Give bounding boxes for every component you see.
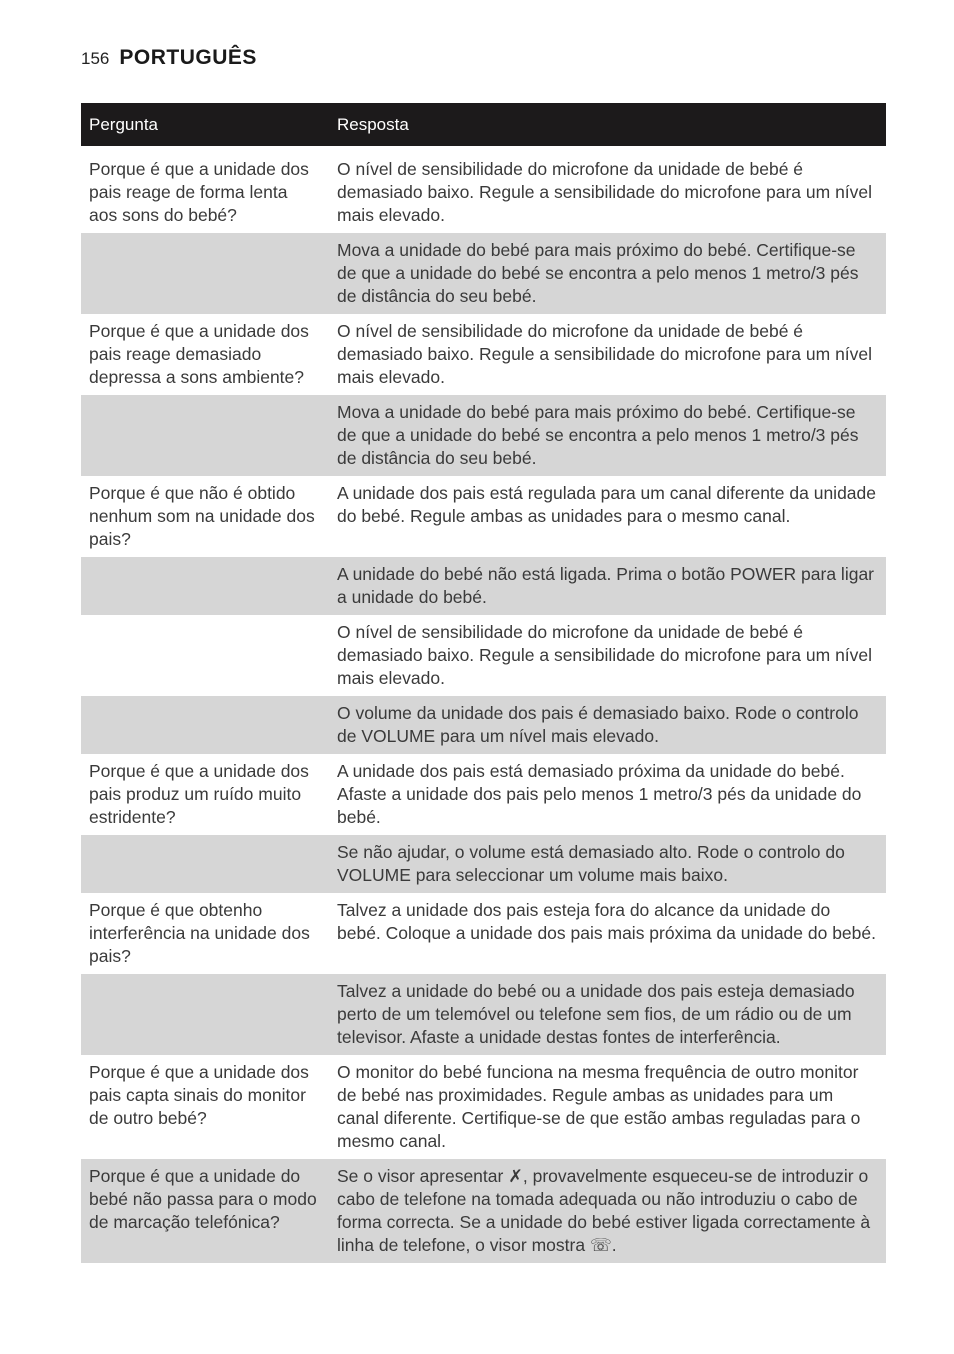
question-cell: Porque é que obtenho interferência na unidade dos pais? xyxy=(81,893,329,974)
question-cell: Porque é que a unidade dos pais reage demasiado depressa a sons ambiente? xyxy=(81,314,329,395)
column-header-answer: Resposta xyxy=(329,103,886,146)
table-row xyxy=(81,557,886,615)
page-number: 156 xyxy=(81,49,110,68)
answer-cell: O nível de sensibilidade do microfone da unidade de bebé é demasiado baixo. Regule a sensibilidade do microfone para um nível mais elevado. xyxy=(329,314,886,395)
column-header-question: Pergunta xyxy=(81,103,329,146)
question-cell xyxy=(81,835,329,893)
answer-cell: A unidade dos pais está regulada para um canal diferente da unidade do bebé. Regule ambas as unidades para o mesmo canal. xyxy=(329,476,886,557)
table-row xyxy=(81,1159,886,1263)
answer-cell: A unidade do bebé não está ligada. Prima o botão POWER para ligar a unidade do bebé. xyxy=(329,557,886,615)
table-row xyxy=(81,1055,886,1159)
question-cell: Porque é que a unidade do bebé não passa para o modo de marcação telefónica? xyxy=(81,1159,329,1263)
question-cell: Porque é que a unidade dos pais capta sinais do monitor de outro bebé? xyxy=(81,1055,329,1159)
table-row xyxy=(81,395,886,476)
table-header-row xyxy=(81,103,886,146)
table-row xyxy=(81,615,886,696)
table-row xyxy=(81,974,886,1055)
question-cell: Porque é que a unidade dos pais reage de forma lenta aos sons do bebé? xyxy=(81,152,329,233)
table-row xyxy=(81,696,886,754)
table-row xyxy=(81,233,886,314)
question-cell: Porque é que a unidade dos pais produz um ruído muito estridente? xyxy=(81,754,329,835)
table-row xyxy=(81,314,886,395)
table-row xyxy=(81,754,886,835)
section-title: PORTUGUÊS xyxy=(119,46,257,69)
answer-cell: Talvez a unidade do bebé ou a unidade dos pais esteja demasiado perto de um telemóvel ou telefone sem fios, de um rádio ou de um televisor. Afaste a unidade destas fontes de interferência. xyxy=(329,974,886,1055)
answer-cell: Mova a unidade do bebé para mais próximo do bebé. Certifique-se de que a unidade do bebé se encontra a pelo menos 1 metro/3 pés de distância do seu bebé. xyxy=(329,395,886,476)
question-cell xyxy=(81,974,329,1055)
table-row xyxy=(81,893,886,974)
question-cell xyxy=(81,696,329,754)
answer-cell: O monitor do bebé funciona na mesma frequência de outro monitor de bebé nas proximidades. Regule ambas as unidades para um canal diferente. Certifique-se de que estão ambas reguladas para o mesmo canal. xyxy=(329,1055,886,1159)
table-row xyxy=(81,152,886,233)
question-cell xyxy=(81,557,329,615)
answer-cell: Se o visor apresentar ✗, provavelmente esqueceu-se de introduzir o cabo de telefone na tomada adequada ou não introduziu o cabo de forma correcta. Se a unidade do bebé estiver ligada correctamente à linha de telefone, o visor mostra ☏. xyxy=(329,1159,886,1263)
question-cell xyxy=(81,395,329,476)
answer-cell: Se não ajudar, o volume está demasiado alto. Rode o controlo do VOLUME para seleccionar um volume mais baixo. xyxy=(329,835,886,893)
answer-cell: Mova a unidade do bebé para mais próximo do bebé. Certifique-se de que a unidade do bebé se encontra a pelo menos 1 metro/3 pés de distância do seu bebé. xyxy=(329,233,886,314)
answer-cell: Talvez a unidade dos pais esteja fora do alcance da unidade do bebé. Coloque a unidade dos pais mais próxima da unidade do bebé. xyxy=(329,893,886,974)
question-cell xyxy=(81,615,329,696)
table-row xyxy=(81,835,886,893)
question-cell: Porque é que não é obtido nenhum som na unidade dos pais? xyxy=(81,476,329,557)
page-header xyxy=(81,46,257,70)
question-cell xyxy=(81,233,329,314)
table-row xyxy=(81,476,886,557)
troubleshooting-table xyxy=(81,103,886,1263)
answer-cell: O nível de sensibilidade do microfone da unidade de bebé é demasiado baixo. Regule a sensibilidade do microfone para um nível mais elevado. xyxy=(329,615,886,696)
answer-cell: O volume da unidade dos pais é demasiado baixo. Rode o controlo de VOLUME para um nível mais elevado. xyxy=(329,696,886,754)
answer-cell: O nível de sensibilidade do microfone da unidade de bebé é demasiado baixo. Regule a sensibilidade do microfone para um nível mais elevado. xyxy=(329,152,886,233)
answer-cell: A unidade dos pais está demasiado próxima da unidade do bebé. Afaste a unidade dos pais pelo menos 1 metro/3 pés da unidade do bebé. xyxy=(329,754,886,835)
